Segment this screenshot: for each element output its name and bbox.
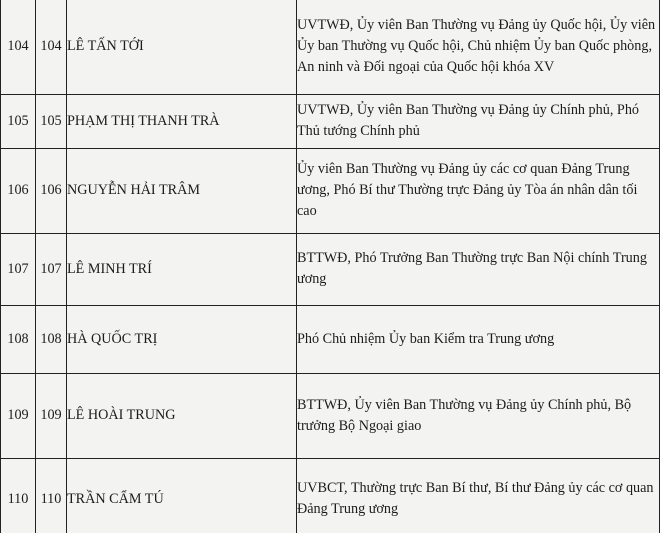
person-position: UVTWĐ, Ủy viên Ban Thường vụ Đảng ủy Quốc hội, Ủy viên Ủy ban Thường vụ Quốc hội, Chủ nhiệm Ủy ban Quốc phòng, An ninh và Đối ngoại của Quốc hội khóa XV — [297, 0, 660, 94]
table-row — [1, 148, 660, 233]
row-index: 106 — [1, 148, 36, 233]
row-number: 106 — [36, 148, 67, 233]
row-index: 107 — [1, 233, 36, 305]
person-name: TRẦN CẨM TÚ — [67, 458, 297, 533]
person-name: LÊ TẤN TỚI — [67, 0, 297, 94]
row-index: 105 — [1, 94, 36, 148]
table-row — [1, 233, 660, 305]
person-position: BTTWĐ, Phó Trưởng Ban Thường trực Ban Nội chính Trung ương — [297, 233, 660, 305]
row-index: 110 — [1, 458, 36, 533]
person-name: LÊ HOÀI TRUNG — [67, 373, 297, 458]
person-position: BTTWĐ, Ủy viên Ban Thường vụ Đảng ủy Chính phủ, Bộ trưởng Bộ Ngoại giao — [297, 373, 660, 458]
row-number: 108 — [36, 305, 67, 373]
row-index: 108 — [1, 305, 36, 373]
table-row — [1, 373, 660, 458]
table-row — [1, 458, 660, 533]
person-name: NGUYỄN HẢI TRÂM — [67, 148, 297, 233]
person-name: PHẠM THỊ THANH TRÀ — [67, 94, 297, 148]
table-row — [1, 0, 660, 94]
table-row — [1, 305, 660, 373]
person-name: HÀ QUỐC TRỊ — [67, 305, 297, 373]
row-number: 105 — [36, 94, 67, 148]
person-position: UVBCT, Thường trực Ban Bí thư, Bí thư Đảng ủy các cơ quan Đảng Trung ương — [297, 458, 660, 533]
row-number: 109 — [36, 373, 67, 458]
table-row — [1, 94, 660, 148]
person-name: LÊ MINH TRÍ — [67, 233, 297, 305]
row-number: 110 — [36, 458, 67, 533]
row-index: 104 — [1, 0, 36, 94]
row-number: 104 — [36, 0, 67, 94]
person-position: UVTWĐ, Ủy viên Ban Thường vụ Đảng ủy Chính phủ, Phó Thủ tướng Chính phủ — [297, 94, 660, 148]
person-position: Ủy viên Ban Thường vụ Đảng ủy các cơ quan Đảng Trung ương, Phó Bí thư Thường trực Đảng ủy Tòa án nhân dân tối cao — [297, 148, 660, 233]
person-position: Phó Chủ nhiệm Ủy ban Kiểm tra Trung ương — [297, 305, 660, 373]
row-number: 107 — [36, 233, 67, 305]
row-index: 109 — [1, 373, 36, 458]
